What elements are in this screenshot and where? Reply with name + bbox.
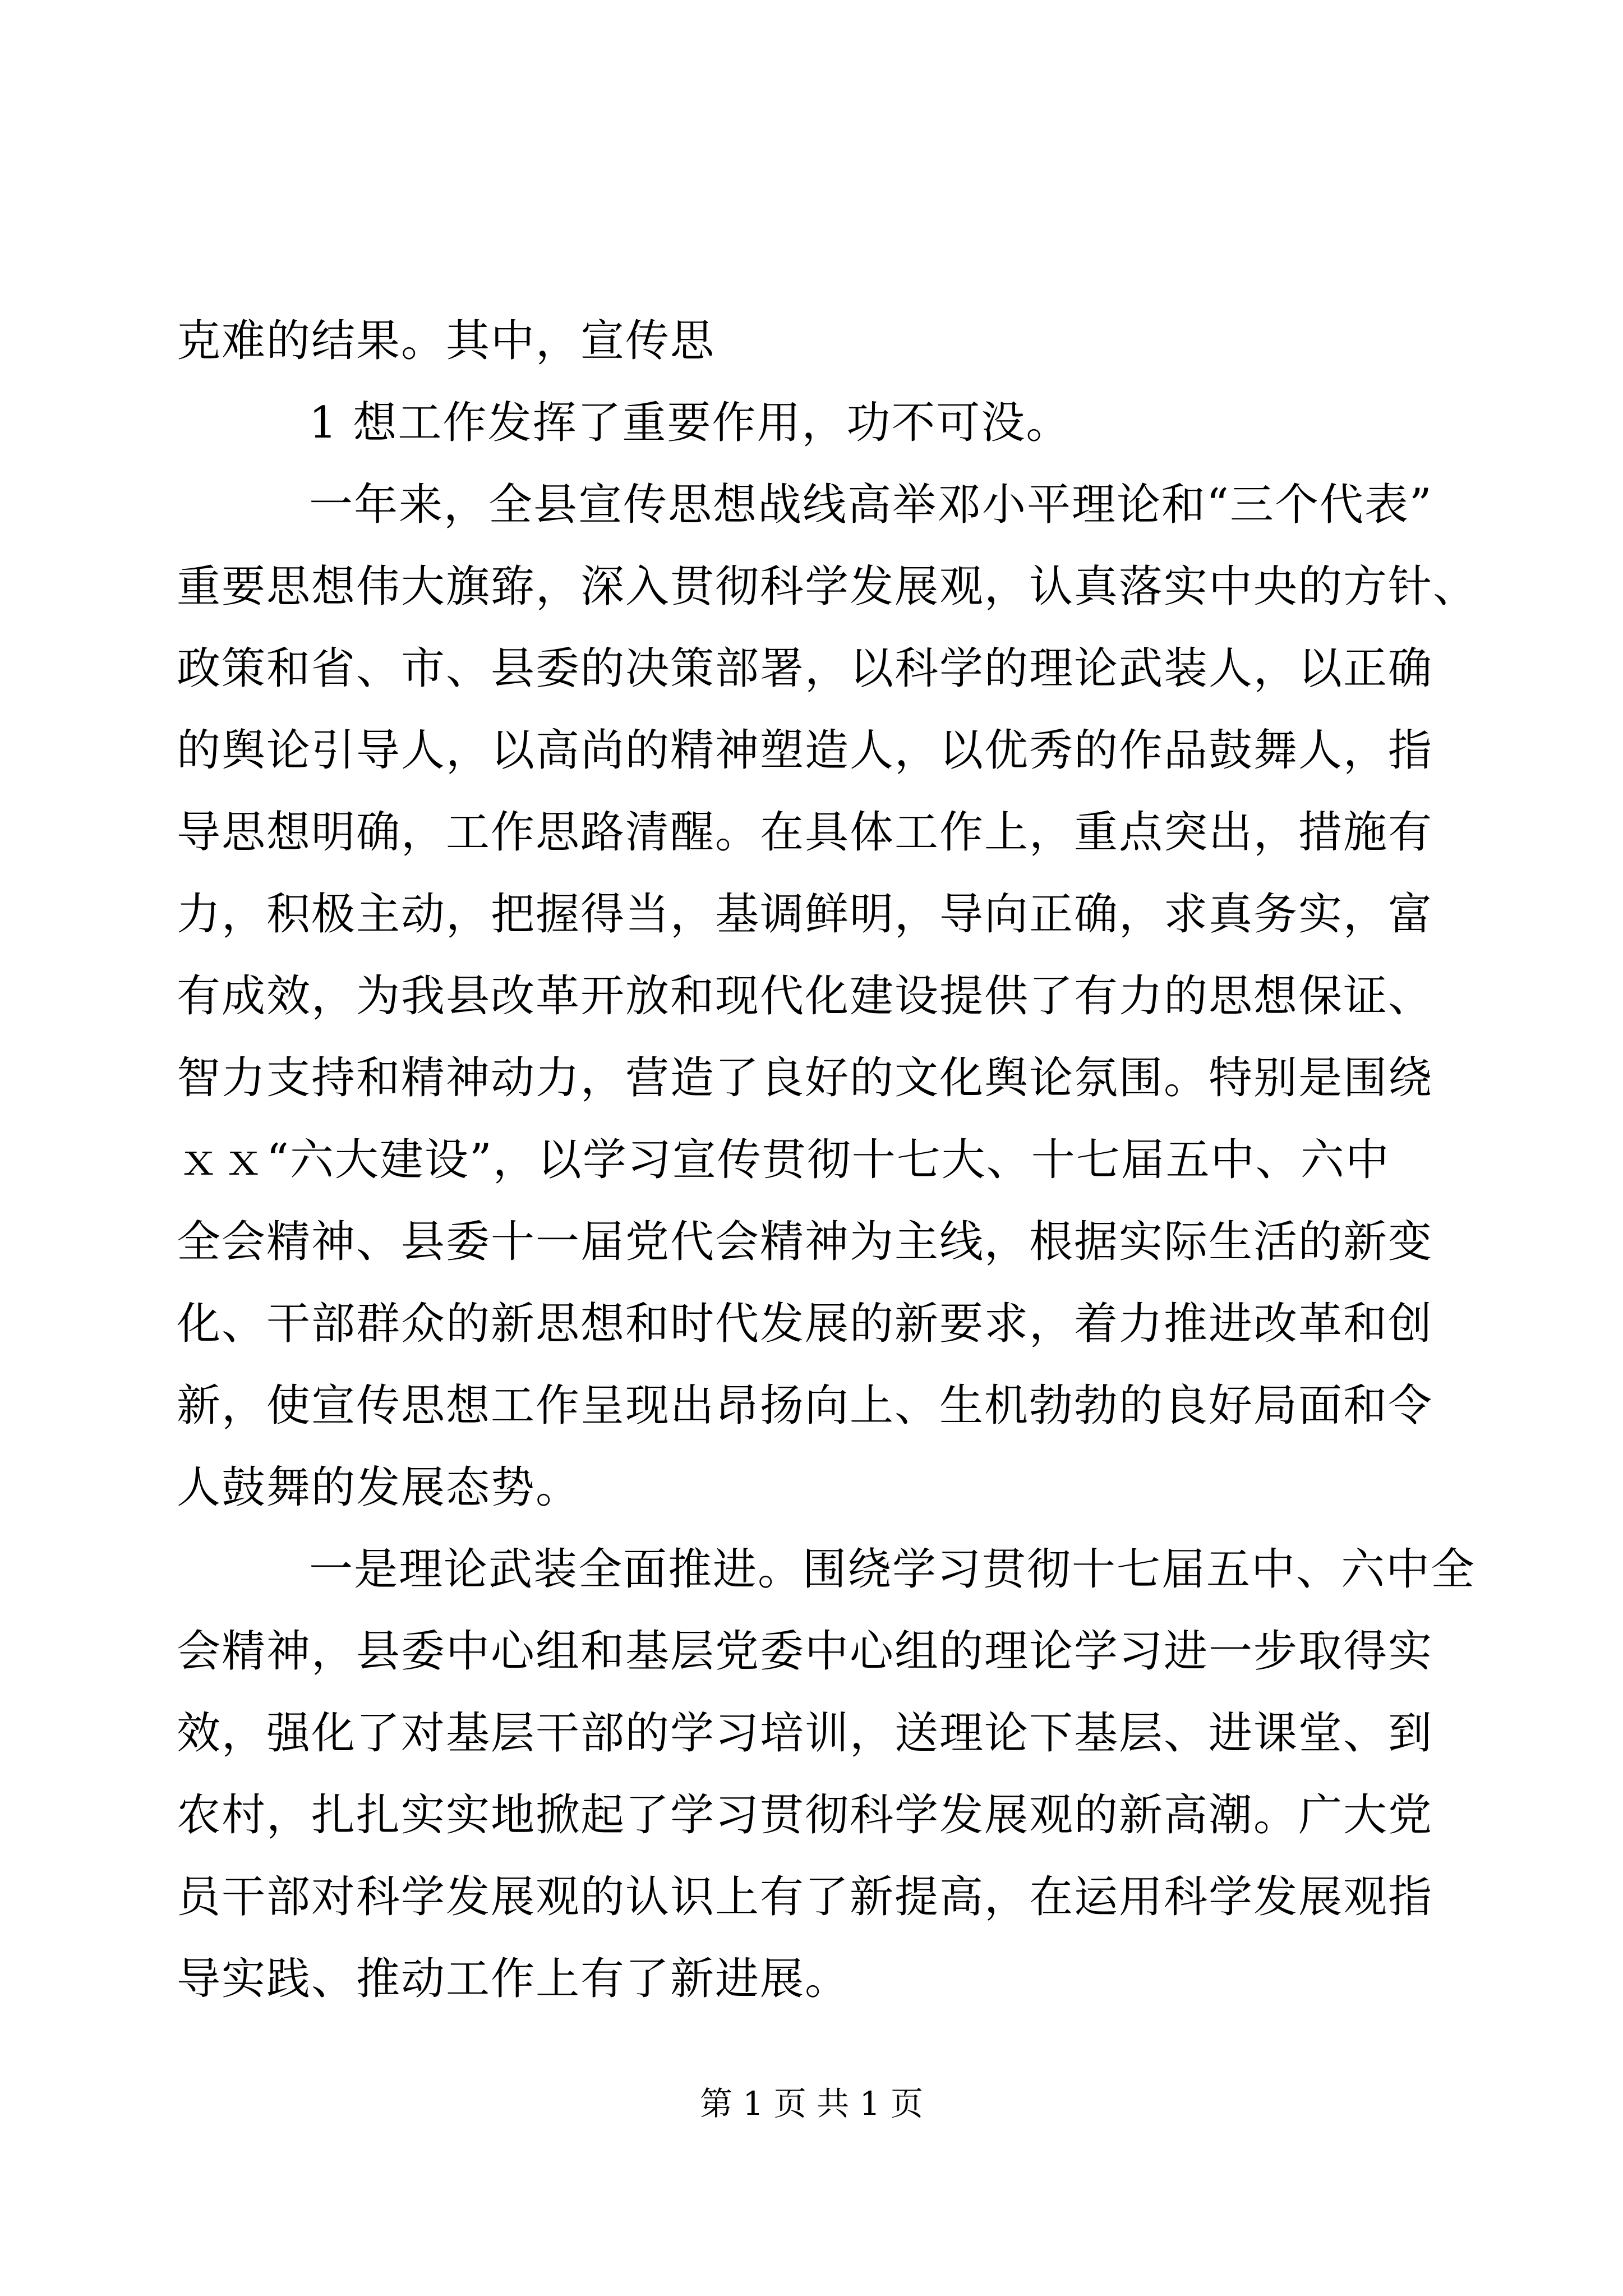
page-footer: 第 1 页 共 1 页 bbox=[700, 2085, 923, 2123]
text-line: 员干部对科学发展观的认识上有了新提高，在运用科学发展观指 bbox=[177, 1872, 1433, 1922]
text-line: 导思想明确，工作思路清醒。在具体工作上，重点突出，措施有 bbox=[177, 807, 1433, 858]
paragraph-start-line: 一是理论武装全面推进。围绕学习贯彻十七届五中、六中全 bbox=[309, 1544, 1476, 1595]
paragraph-start-line: 一年来，全县宣传思想战线高举邓小平理论和“三个代表” bbox=[309, 480, 1433, 530]
text-line: 政策和省、市、县委的决策部署，以科学的理论武装人，以正确 bbox=[177, 643, 1433, 694]
text-line: 力，积极主动，把握得当，基调鲜明，导向正确，求真务实，富 bbox=[177, 889, 1433, 940]
text-line: 会精神，县委中心组和基层党委中心组的理论学习进一步取得实 bbox=[177, 1626, 1433, 1677]
text-line: 化、干部群众的新思想和时代发展的新要求，着力推进改革和创 bbox=[177, 1299, 1433, 1349]
text-line: 克难的结果。其中，宣传思 bbox=[177, 316, 716, 366]
text-line: 的舆论引导人，以高尚的精神塑造人，以优秀的作品鼓舞人，指 bbox=[177, 725, 1433, 776]
text-line: 全会精神、县委十一届党代会精神为主线，根据实际生活的新变 bbox=[177, 1217, 1433, 1267]
document-body bbox=[177, 300, 1478, 2020]
text-line: 重要思想伟大旗臶，深入贯彻科学发展观，认真落实中央的方针、 bbox=[177, 562, 1478, 612]
text-line: 效，强化了对基层干部的学习培训，送理论下基层、进课堂、到 bbox=[177, 1708, 1433, 1759]
text-line: 人鼓舞的发展态势。 bbox=[177, 1462, 581, 1513]
text-line: 农村，扎扎实实地掀起了学习贯彻科学发展观的新高潮。广大党 bbox=[177, 1790, 1433, 1841]
text-line: ｘｘ“六大建设”，以学习宣传贯彻十七大、十七届五中、六中 bbox=[177, 1135, 1390, 1185]
text-line: 导实践、推动工作上有了新进展。 bbox=[177, 1954, 850, 2004]
text-line: 新，使宣传思想工作呈现出昂扬向上、生机勃勃的良好局面和令 bbox=[177, 1381, 1433, 1431]
text-line: 智力支持和精神动力，营造了良好的文化舆论氛围。特别是围绕 bbox=[177, 1053, 1433, 1103]
text-line: 有成效，为我县改革开放和现代化建设提供了有力的思想保证、 bbox=[177, 971, 1433, 1022]
text-line: 1 想工作发挥了重要作用，功不可没。 bbox=[309, 398, 1071, 448]
